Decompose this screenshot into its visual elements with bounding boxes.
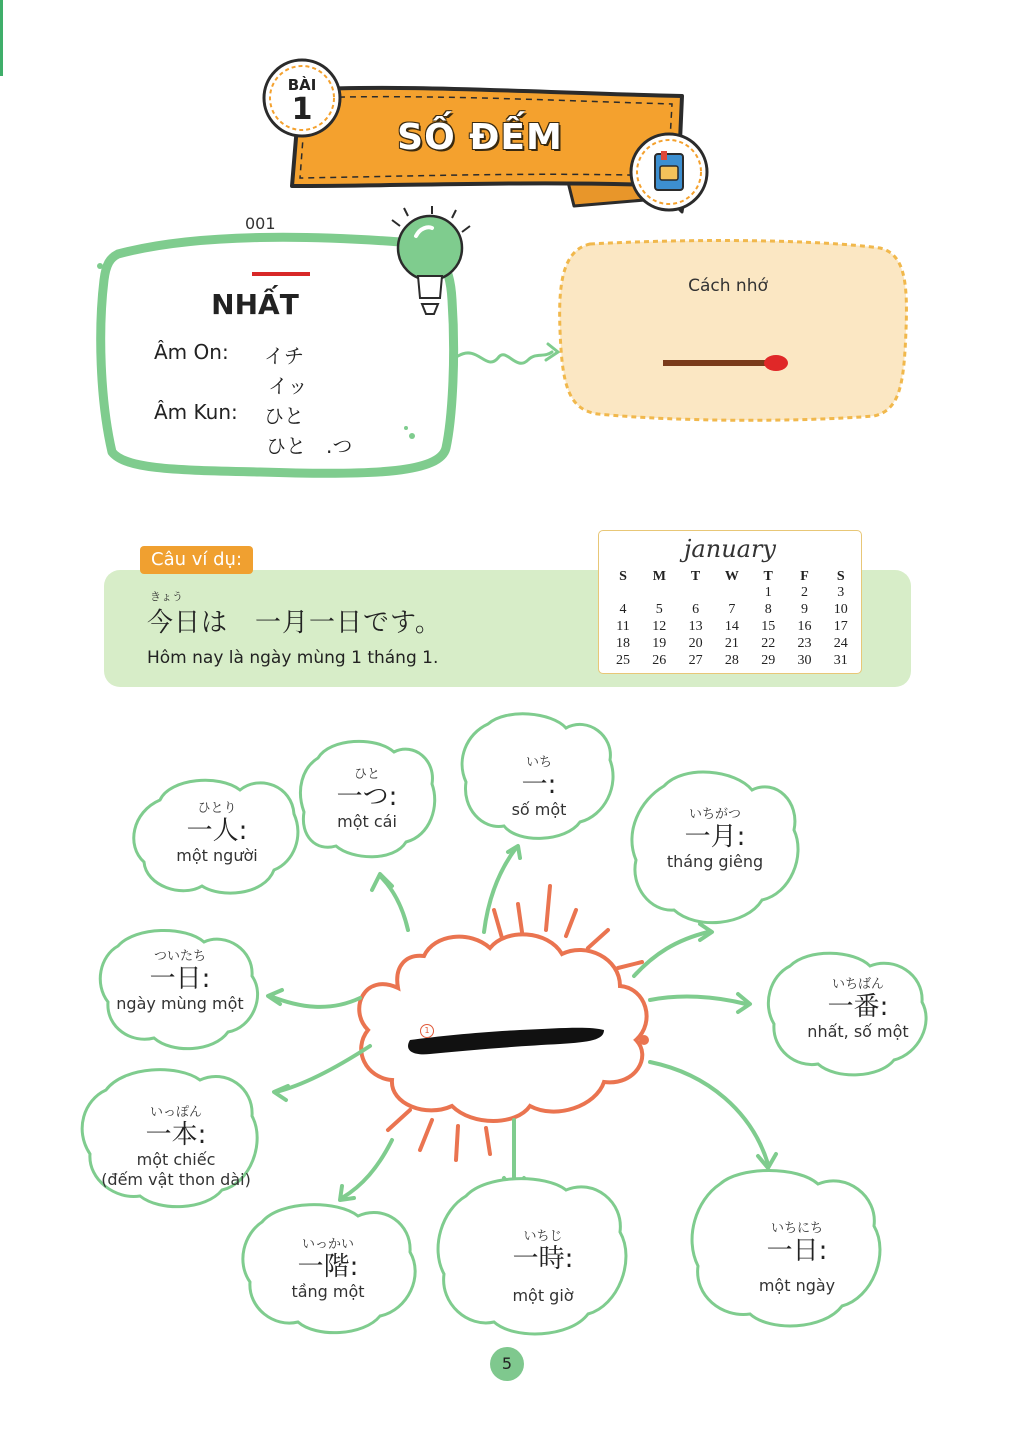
mindmap-node-hitori xyxy=(150,802,284,866)
page-title: SỐ ĐẾM xyxy=(397,117,563,158)
calendar-weekday: W xyxy=(724,569,739,584)
node-word: 一階: xyxy=(297,1252,359,1282)
on-reading-1: イチ xyxy=(264,344,304,368)
node-furigana: ついたち xyxy=(153,949,206,964)
example-furigana: きょう xyxy=(150,590,183,603)
calendar-day: 9 xyxy=(801,602,808,617)
calendar-weekday: M xyxy=(652,569,666,584)
lesson-number: 1 xyxy=(291,92,313,127)
node-word: 一つ: xyxy=(336,782,398,812)
node-furigana: いっぽん xyxy=(149,1105,202,1120)
node-word: 一人: xyxy=(186,816,248,846)
calendar-day: 19 xyxy=(652,636,667,651)
calendar-day: 14 xyxy=(724,619,739,634)
calendar-day: 30 xyxy=(797,653,812,668)
kun-reading-label: Âm Kun: xyxy=(154,400,238,424)
mindmap-node-hitotsu xyxy=(310,768,424,832)
node-meaning: một ngày xyxy=(758,1276,836,1295)
on-reading-label: Âm On: xyxy=(154,340,229,364)
calendar-weekday: T xyxy=(690,569,701,584)
calendar-day: 18 xyxy=(616,636,630,651)
node-furigana: いちばん xyxy=(831,977,884,992)
calendar-day: 2 xyxy=(801,585,808,600)
calendar-day: 27 xyxy=(688,653,703,668)
node-furigana: いちがつ xyxy=(688,807,741,822)
mindmap-node-ichinichi xyxy=(726,1222,868,1296)
calendar-day: 12 xyxy=(652,619,667,634)
example-vietnamese: Hôm nay là ngày mùng 1 tháng 1. xyxy=(147,648,439,668)
node-furigana: ひと xyxy=(353,767,380,782)
node-meaning: một chiếc xyxy=(136,1150,216,1169)
node-meaning-note: (đếm vật thon dài) xyxy=(101,1170,251,1189)
center-cloud xyxy=(359,886,649,1160)
node-meaning: một giờ xyxy=(512,1286,574,1305)
node-meaning: tháng giêng xyxy=(666,852,764,871)
node-meaning: ngày mùng một xyxy=(116,994,244,1013)
calendar-day: 26 xyxy=(652,653,667,668)
node-furigana: いち xyxy=(525,755,552,770)
calendar-month: january xyxy=(683,535,776,563)
node-furigana: いっかい xyxy=(301,1237,354,1252)
node-meaning: tầng một xyxy=(291,1282,365,1301)
calendar-weekday: T xyxy=(763,569,773,584)
node-meaning: số một xyxy=(511,800,567,819)
calendar-day: 25 xyxy=(616,653,630,668)
calendar-day: 15 xyxy=(761,619,776,634)
node-word: 一日: xyxy=(766,1236,828,1266)
kanji-name: NHẤT xyxy=(211,288,299,321)
calendar-day: 11 xyxy=(616,619,630,634)
calendar-day: 8 xyxy=(764,602,772,617)
mindmap-node-ichiban xyxy=(790,978,926,1042)
calendar-weekday: S xyxy=(836,569,845,584)
node-furigana: ひとり xyxy=(197,801,237,816)
page-number: 5 xyxy=(490,1347,524,1381)
node-word: 一: xyxy=(521,770,557,800)
node-meaning: nhất, số một xyxy=(807,1022,909,1041)
calendar-weekday: S xyxy=(619,569,627,584)
kun-reading-1: ひと xyxy=(264,404,304,428)
calendar xyxy=(598,530,862,674)
node-word: 一番: xyxy=(827,992,889,1022)
example-japanese: 今日は 一月一日です。 xyxy=(147,608,442,638)
remember-box xyxy=(560,241,907,421)
calendar-day: 7 xyxy=(728,602,736,617)
calendar-day: 4 xyxy=(619,602,627,617)
calendar-day: 29 xyxy=(761,653,776,668)
calendar-day: 1 xyxy=(764,585,772,600)
calendar-day: 20 xyxy=(688,636,703,651)
mindmap-node-tsuitachi xyxy=(108,950,252,1014)
node-word: 一月: xyxy=(684,822,746,852)
calendar-day: 31 xyxy=(833,653,848,668)
calendar-weekday: F xyxy=(800,569,809,584)
node-word: 一時: xyxy=(512,1244,574,1274)
book-icon xyxy=(655,151,683,190)
calendar-day: 16 xyxy=(797,619,812,634)
node-meaning: một người xyxy=(176,846,258,865)
node-furigana: いちにち xyxy=(770,1221,823,1236)
example-tag: Câu ví dụ: xyxy=(140,546,253,574)
node-meaning: một cái xyxy=(337,812,397,831)
calendar-day: 28 xyxy=(724,653,739,668)
remember-label: Cách nhớ xyxy=(688,276,768,296)
on-reading-2: イッ xyxy=(268,374,308,398)
calendar-day: 3 xyxy=(837,585,845,600)
calendar-day: 13 xyxy=(688,619,703,634)
calendar-day: 17 xyxy=(833,619,848,634)
mindmap-node-ichiji xyxy=(478,1230,608,1306)
calendar-day: 24 xyxy=(833,636,848,651)
node-furigana: いちじ xyxy=(523,1229,563,1244)
kanji-stroke-red xyxy=(252,272,310,276)
calendar-day: 21 xyxy=(724,636,739,651)
curly-arrow xyxy=(458,352,552,363)
node-word: 一本: xyxy=(145,1120,207,1150)
mindmap-node-ikkai xyxy=(268,1238,388,1302)
mindmap-node-ippon xyxy=(98,1106,254,1190)
stroke-order-number: 1 xyxy=(420,1024,434,1038)
node-word: 一日: xyxy=(149,964,211,994)
calendar-day: 5 xyxy=(655,602,663,617)
lesson-label: BÀI xyxy=(287,76,317,94)
calendar-day: 23 xyxy=(797,636,812,651)
mindmap-node-ichigatsu xyxy=(650,808,780,872)
calendar-day: 10 xyxy=(833,602,848,617)
calendar-day: 22 xyxy=(761,636,776,651)
mindmap-node-ichi xyxy=(476,756,602,820)
calendar-day: 6 xyxy=(692,602,700,617)
kanji-number: 001 xyxy=(245,214,276,233)
kun-reading-2: ひと .つ xyxy=(266,434,353,458)
